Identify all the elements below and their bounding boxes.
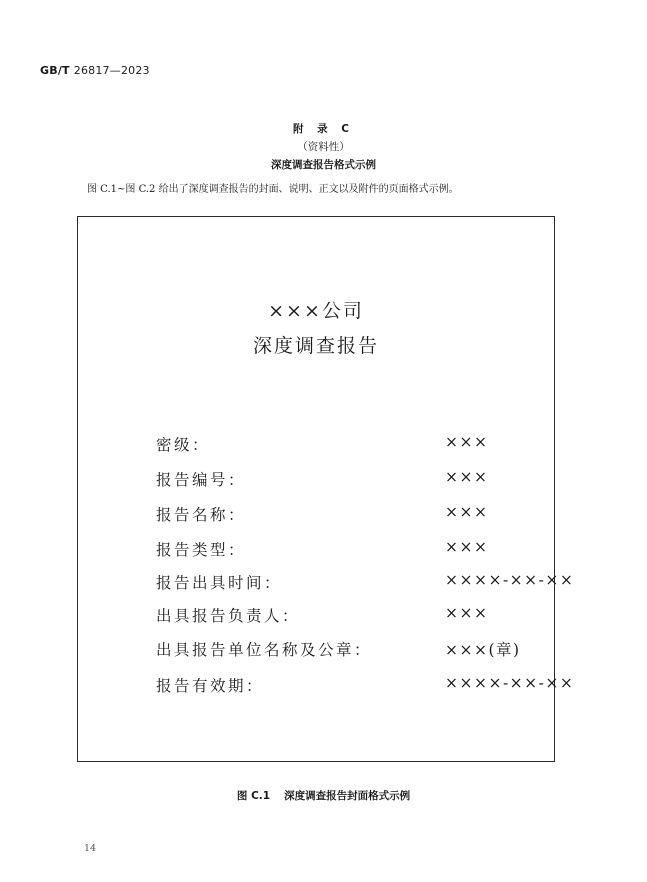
- field-value: ××××-××-××: [445, 571, 575, 589]
- field-value: ×××: [445, 433, 489, 451]
- field-label: 报告名称：: [156, 506, 247, 524]
- cover-report-title: 深度调查报告: [252, 335, 379, 357]
- field-value: ×××(章): [445, 641, 521, 659]
- field-value: ××××-××-××: [445, 674, 575, 692]
- appendix-title: 附 录 C: [292, 123, 355, 135]
- field-label: 报告类型：: [156, 541, 247, 559]
- figure-caption-text: 深度调查报告封面格式示例: [284, 790, 411, 802]
- field-row-validity-period: [156, 674, 575, 698]
- standard-prefix: GB/T: [40, 64, 70, 77]
- field-row-report-type: [156, 538, 556, 562]
- field-value: ×××: [445, 468, 489, 486]
- field-row-report-number: [156, 468, 556, 492]
- appendix-heading: 深度调查报告格式示例: [271, 159, 376, 171]
- field-row-classification: [156, 433, 556, 457]
- field-row-issue-date: [156, 571, 575, 595]
- figure-number: 图 C.1: [236, 790, 271, 802]
- field-value: ×××: [445, 538, 489, 556]
- field-label: 出具报告负责人：: [156, 607, 301, 625]
- intro-paragraph: 图 C.1~图 C.2 给出了深度调查报告的封面、说明、正文以及附件的页面格式示例。: [87, 184, 459, 195]
- field-value: ×××: [445, 503, 489, 521]
- cover-company-name: ×××公司: [268, 300, 364, 322]
- standard-number: 26817—2023: [73, 64, 150, 77]
- field-label: 报告出具时间：: [156, 574, 283, 592]
- page-number: 14: [84, 843, 97, 854]
- field-label: 报告编号：: [156, 471, 247, 489]
- field-label: 报告有效期：: [156, 677, 265, 695]
- figure-caption: [0, 788, 647, 803]
- field-row-report-name: [156, 503, 556, 527]
- field-row-issuing-unit-seal: [156, 638, 556, 662]
- standard-code: [40, 64, 150, 77]
- field-label: 密级：: [156, 436, 211, 454]
- cover-sample-frame: [77, 216, 575, 762]
- field-value: ×××: [445, 604, 489, 622]
- field-row-responsible-person: [156, 604, 556, 628]
- field-label: 出具报告单位名称及公章：: [156, 641, 373, 659]
- appendix-nature: （资料性）: [297, 141, 350, 153]
